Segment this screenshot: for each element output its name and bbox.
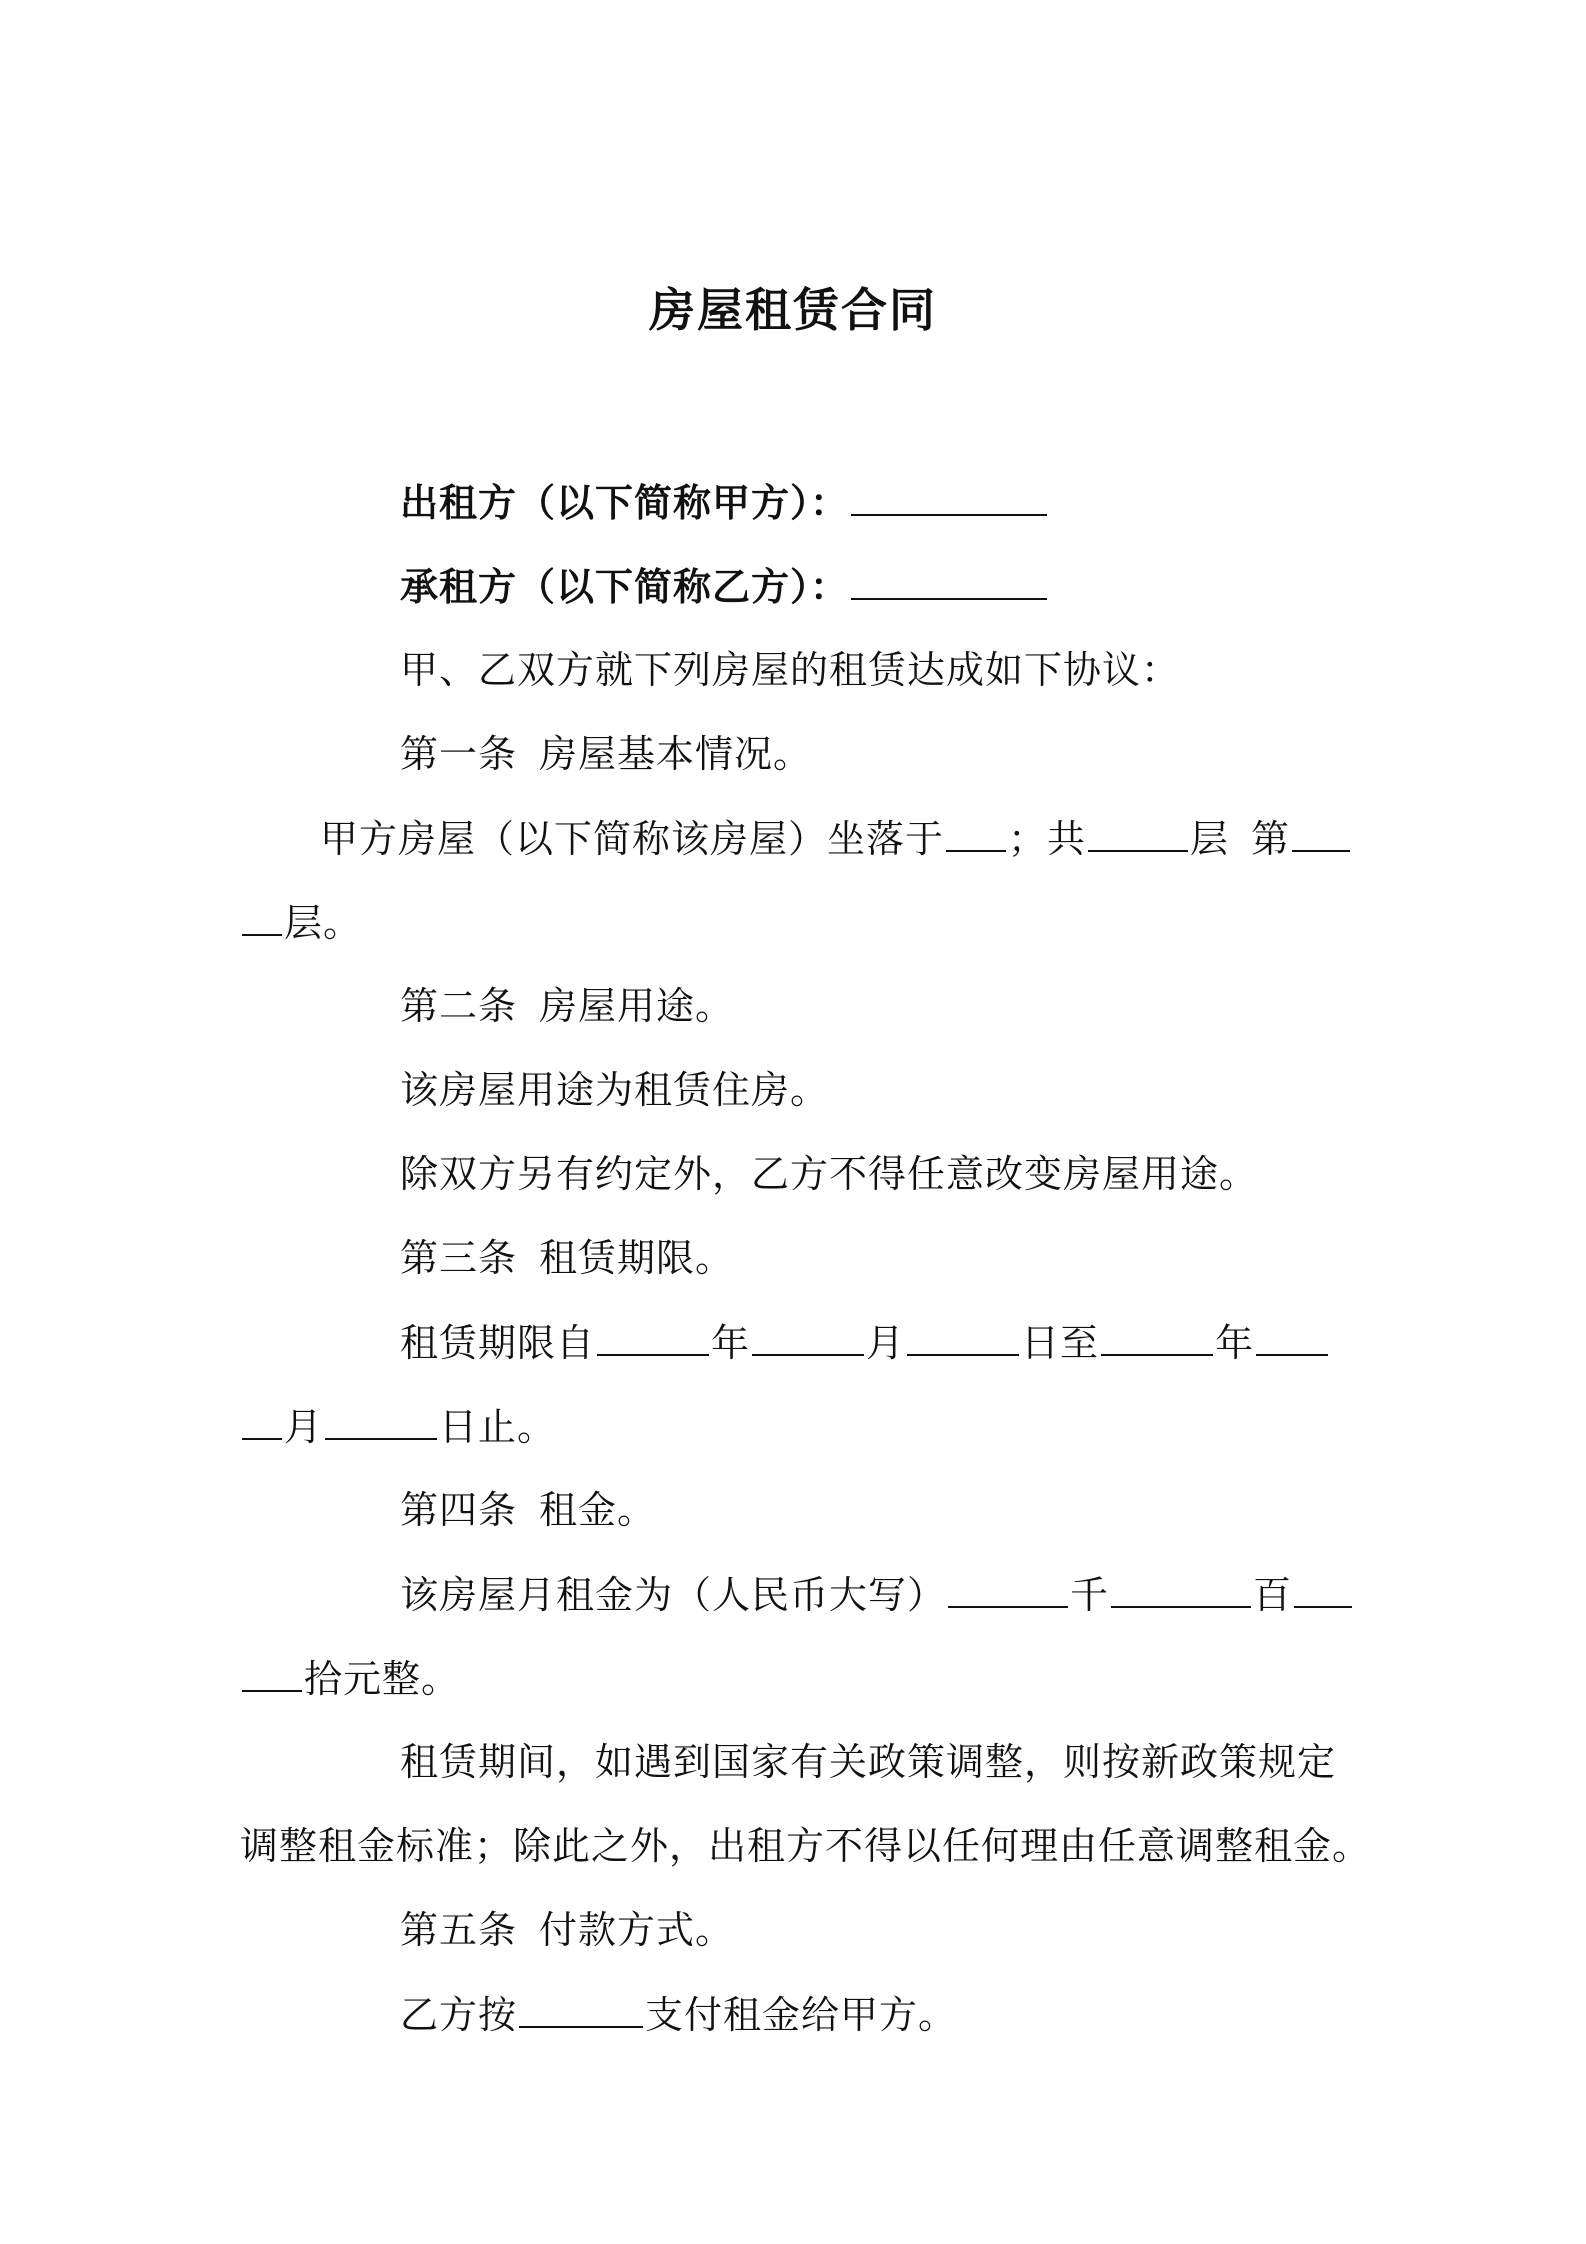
day-to-text: 日至 xyxy=(1021,1321,1100,1365)
article-5-title: 付款方式。 xyxy=(539,1908,735,1952)
rent-thousands-blank[interactable] xyxy=(948,1570,1068,1608)
article-5-heading xyxy=(400,1906,734,1954)
payment-text: 乙方按 xyxy=(400,1993,518,2037)
monthly-rent-text: 该房屋月租金为（人民币大写） xyxy=(400,1573,947,1617)
hundred-text: 百 xyxy=(1253,1573,1293,1617)
end-day-blank[interactable] xyxy=(325,1402,437,1440)
tens-text: 拾元整。 xyxy=(304,1657,461,1701)
rent-hundreds-blank[interactable] xyxy=(1111,1570,1251,1608)
floor-unit-text: 层 xyxy=(1190,817,1230,861)
floor-no-text: 第 xyxy=(1251,817,1291,861)
month2-text: 月 xyxy=(284,1405,324,1449)
payment-method-blank[interactable] xyxy=(519,1990,643,2028)
article-5-paragraph xyxy=(400,1990,957,2039)
thousand-text: 千 xyxy=(1070,1573,1110,1617)
party-a-blank[interactable] xyxy=(851,478,1047,516)
payment-end-text: 支付租金给甲方。 xyxy=(645,1993,958,2037)
location-blank[interactable] xyxy=(946,814,1006,852)
article-1-title: 房屋基本情况。 xyxy=(539,732,813,776)
article-1-paragraph-line2 xyxy=(240,898,362,947)
article-2-title: 房屋用途。 xyxy=(539,984,735,1028)
end-month-blank-part2[interactable] xyxy=(242,1402,282,1440)
party-b-label: 承租方（以下简称乙方）： xyxy=(400,565,850,609)
article-2-heading xyxy=(400,982,734,1030)
article-3-paragraph-line1 xyxy=(400,1318,1330,1367)
article-1-heading xyxy=(400,730,812,778)
article-4-paragraph-2-line2: 调整租金标准；除此之外，出租方不得以任何理由任意调整租金。 xyxy=(240,1824,1372,1868)
end-year-blank[interactable] xyxy=(1101,1318,1213,1356)
rent-tens-blank-part1[interactable] xyxy=(1294,1570,1352,1608)
article-4-title: 租金。 xyxy=(539,1488,657,1532)
year-text: 年 xyxy=(711,1321,751,1365)
article-3-title: 租赁期限。 xyxy=(539,1236,735,1280)
article-4-number: 第四条 xyxy=(400,1488,518,1532)
party-b-blank[interactable] xyxy=(851,562,1047,600)
total-floors-text: ；共 xyxy=(1008,817,1087,861)
article-3-heading xyxy=(400,1234,734,1282)
article-1-paragraph-line1 xyxy=(320,814,1352,863)
document-title: 房屋租赁合同 xyxy=(649,283,937,337)
floor-no-blank-part1[interactable] xyxy=(1292,814,1350,852)
floor-no-blank-part2[interactable] xyxy=(242,898,282,936)
intro-paragraph: 甲、乙双方就下列房屋的租赁达成如下协议： xyxy=(400,648,1181,692)
article-3-paragraph-line2 xyxy=(240,1402,556,1451)
article-2-number: 第二条 xyxy=(400,984,518,1028)
article-3-number: 第三条 xyxy=(400,1236,518,1280)
article-2-paragraph-1: 该房屋用途为租赁住房。 xyxy=(400,1068,830,1112)
day-end-text: 日止。 xyxy=(439,1405,557,1449)
end-month-blank-part1[interactable] xyxy=(1256,1318,1328,1356)
article-5-number: 第五条 xyxy=(400,1908,518,1952)
month-text: 月 xyxy=(866,1321,906,1365)
article-1-number: 第一条 xyxy=(400,732,518,776)
rent-tens-blank-part2[interactable] xyxy=(242,1654,302,1692)
start-year-blank[interactable] xyxy=(597,1318,709,1356)
party-a-label: 出租方（以下简称甲方）： xyxy=(400,481,850,525)
article-4-paragraph-line2 xyxy=(240,1654,460,1703)
start-month-blank[interactable] xyxy=(752,1318,864,1356)
total-floors-blank[interactable] xyxy=(1088,814,1188,852)
article-4-heading xyxy=(400,1486,656,1534)
house-location-text: 甲方房屋（以下简称该房屋）坐落于 xyxy=(320,817,945,861)
article-4-paragraph-line1 xyxy=(400,1570,1354,1619)
article-4-paragraph-2-line1: 租赁期间，如遇到国家有关政策调整，则按新政策规定 xyxy=(400,1740,1337,1784)
party-b-line xyxy=(400,562,1049,611)
floor-end-text: 层。 xyxy=(284,901,363,945)
party-a-line xyxy=(400,478,1049,527)
lease-term-text: 租赁期限自 xyxy=(400,1321,596,1365)
start-day-blank[interactable] xyxy=(907,1318,1019,1356)
year2-text: 年 xyxy=(1215,1321,1255,1365)
article-2-paragraph-2: 除双方另有约定外，乙方不得任意改变房屋用途。 xyxy=(400,1152,1259,1196)
